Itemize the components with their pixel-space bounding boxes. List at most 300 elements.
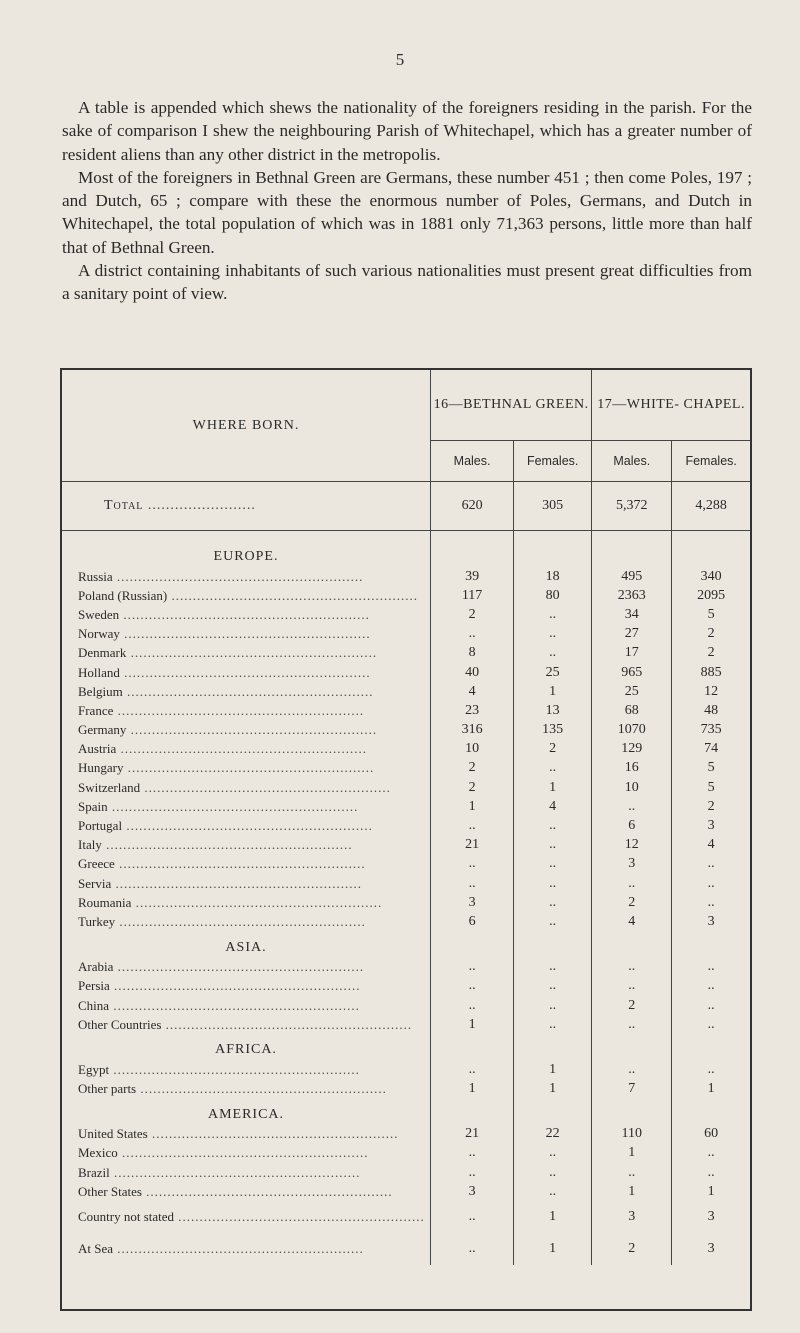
leader-dots: .......................................................... <box>167 587 418 603</box>
section-heading-row <box>62 541 750 567</box>
row-label-text: Egypt <box>78 1061 110 1077</box>
bethnal-females-cell: .. <box>514 605 592 624</box>
leader-dots: .......................................................... <box>126 722 378 738</box>
row-label <box>62 958 431 977</box>
row-label-text: Other parts <box>78 1081 137 1097</box>
row-label-text: Mexico <box>78 1145 118 1161</box>
row-label-text: Norway <box>78 626 120 642</box>
whitechapel-females-cell: .. <box>672 893 750 912</box>
total-whitechapel-males: 5,372 <box>592 482 672 531</box>
bethnal-males-cell: 40 <box>431 663 514 682</box>
bethnal-females-cell: 1 <box>514 1060 592 1079</box>
whitechapel-females-cell: 735 <box>672 721 750 740</box>
bethnal-males-cell: .. <box>431 1060 514 1079</box>
whitechapel-females-cell: 48 <box>672 701 750 720</box>
whitechapel-females-cell: 2 <box>672 797 750 816</box>
whitechapel-females-cell: .. <box>672 977 750 996</box>
bethnal-males-cell: 2 <box>431 759 514 778</box>
table-row <box>62 1060 750 1079</box>
whitechapel-males-cell: 7 <box>592 1080 672 1099</box>
table-row <box>62 1201 750 1233</box>
bethnal-females-cell: .. <box>514 625 592 644</box>
spacer-cell <box>431 932 514 958</box>
bethnal-females-cell: .. <box>514 836 592 855</box>
whitechapel-females-cell: 3 <box>672 1233 750 1265</box>
leader-dots: .......................................................... <box>112 568 364 584</box>
spacer-cell <box>672 932 750 958</box>
spacer-row <box>62 531 750 542</box>
where-born-header: WHERE BORN. <box>62 370 431 482</box>
bethnal-females-cell: .. <box>514 855 592 874</box>
bethnal-females-cell: .. <box>514 1144 592 1163</box>
row-label-text: Holland <box>78 664 120 680</box>
row-label <box>62 1144 431 1163</box>
bethnal-males-cell: .. <box>431 816 514 835</box>
whitechapel-females-cell: 2095 <box>672 586 750 605</box>
whitechapel-males-cell: 10 <box>592 778 672 797</box>
row-label-text: Portugal <box>78 818 123 834</box>
row-label-text: Greece <box>78 856 115 872</box>
whitechapel-females-cell: .. <box>672 996 750 1015</box>
table-row <box>62 912 750 931</box>
row-label-text: Other States <box>78 1183 142 1199</box>
whitechapel-males-cell: .. <box>592 797 672 816</box>
table-row <box>62 797 750 816</box>
leader-dots: .......................................................... <box>116 741 368 757</box>
leader-dots: .......................................................... <box>136 1081 387 1097</box>
whitechapel-females-cell: 74 <box>672 740 750 759</box>
whitechapel-females-cell: 12 <box>672 682 750 701</box>
bethnal-males-cell: 1 <box>431 797 514 816</box>
whitechapel-females-cell: 3 <box>672 816 750 835</box>
row-label-text: Switzerland <box>78 779 141 795</box>
table-row <box>62 874 750 893</box>
section-heading-row <box>62 1034 750 1060</box>
row-label-text: Persia <box>78 978 110 994</box>
spacer-cell <box>672 531 750 542</box>
row-label <box>62 1201 431 1233</box>
table-row <box>62 701 750 720</box>
bethnal-females-cell: 1 <box>514 682 592 701</box>
whitechapel-header: 17—WHITE- CHAPEL. <box>592 370 750 441</box>
table-row <box>62 977 750 996</box>
bethnal-males-cell: .. <box>431 625 514 644</box>
whitechapel-males-cell: 129 <box>592 740 672 759</box>
row-label <box>62 663 431 682</box>
whitechapel-males-cell: 2 <box>592 1233 672 1265</box>
bethnal-females-cell: 4 <box>514 797 592 816</box>
row-label <box>62 1182 431 1201</box>
section-heading-row <box>62 932 750 958</box>
bethnal-females-cell: .. <box>514 893 592 912</box>
table-body <box>62 482 750 1266</box>
bethnal-males-cell: .. <box>431 1144 514 1163</box>
bethnal-females-cell: 135 <box>514 721 592 740</box>
spacer-cell <box>514 1034 592 1060</box>
whitechapel-males-cell: 1 <box>592 1144 672 1163</box>
row-label <box>62 644 431 663</box>
row-label-text: Russia <box>78 568 113 584</box>
row-label-text: United States <box>78 1126 148 1142</box>
bethnal-males-cell: 2 <box>431 605 514 624</box>
whitechapel-females-cell: 3 <box>672 912 750 931</box>
spacer-cell <box>592 932 672 958</box>
whitechapel-females-cell: 5 <box>672 778 750 797</box>
row-label-text: Sweden <box>78 606 120 622</box>
whitechapel-males-cell: 110 <box>592 1125 672 1144</box>
spacer-cell <box>431 1099 514 1125</box>
bethnal-males-cell: 8 <box>431 644 514 663</box>
bethnal-males-cell: .. <box>431 855 514 874</box>
row-label <box>62 893 431 912</box>
whitechapel-males-cell: 2 <box>592 996 672 1015</box>
leader-dots: .......................................................... <box>111 875 362 891</box>
bethnal-males-cell: .. <box>431 1233 514 1265</box>
bethnal-males-cell: 1 <box>431 1015 514 1034</box>
bethnal-females-cell: .. <box>514 912 592 931</box>
leader-dots: .......................................................... <box>113 702 365 718</box>
row-label <box>62 701 431 720</box>
row-label <box>62 797 431 816</box>
table-row <box>62 567 750 586</box>
leader-dots: .......................................................... <box>115 913 366 929</box>
row-label <box>62 912 431 931</box>
bethnal-males-cell: .. <box>431 977 514 996</box>
leader-dots: .......................................................... <box>122 683 374 699</box>
leader-dots: .......................................................... <box>113 959 365 975</box>
leader-dots: .......................................................... <box>109 1061 360 1077</box>
bethnal-females-cell: .. <box>514 1163 592 1182</box>
bethnal-females-cell: .. <box>514 1015 592 1034</box>
bethnal-males-cell: 3 <box>431 1182 514 1201</box>
leader-dots: .......................................................... <box>109 978 361 994</box>
table-row <box>62 759 750 778</box>
row-label <box>62 1125 431 1144</box>
whitechapel-females-cell: .. <box>672 874 750 893</box>
bethnal-males-cell: 1 <box>431 1080 514 1099</box>
spacer-cell <box>592 1034 672 1060</box>
leader-dots: .......................................................... <box>119 626 371 642</box>
bethnal-males-cell: .. <box>431 958 514 977</box>
row-label <box>62 682 431 701</box>
row-label <box>62 586 431 605</box>
bethnal-females-cell: 1 <box>514 1233 592 1265</box>
whitechapel-males-cell: .. <box>592 1163 672 1182</box>
row-label-text: Denmark <box>78 645 127 661</box>
whitechapel-females-cell: 2 <box>672 625 750 644</box>
section-heading: AMERICA. <box>207 1106 285 1122</box>
row-label <box>62 625 431 644</box>
row-label <box>62 977 431 996</box>
bethnal-males-cell: 3 <box>431 893 514 912</box>
whitechapel-females-header: Females. <box>672 441 750 482</box>
bethnal-males-cell: 10 <box>431 740 514 759</box>
bethnal-males-cell: .. <box>431 874 514 893</box>
bethnal-females-cell: 80 <box>514 586 592 605</box>
bethnal-males-cell: .. <box>431 1201 514 1233</box>
whitechapel-males-cell: 965 <box>592 663 672 682</box>
row-label-text: Germany <box>78 722 127 738</box>
table-row <box>62 855 750 874</box>
whitechapel-females-cell: 1 <box>672 1080 750 1099</box>
total-label-text: Total <box>104 498 144 513</box>
bethnal-females-cell: .. <box>514 759 592 778</box>
spacer-cell <box>672 1099 750 1125</box>
whitechapel-females-cell: 340 <box>672 567 750 586</box>
table-row <box>62 663 750 682</box>
whitechapel-females-cell: 4 <box>672 836 750 855</box>
row-label <box>62 740 431 759</box>
row-label-text: Italy <box>78 837 102 853</box>
whitechapel-males-cell: .. <box>592 977 672 996</box>
table-row <box>62 893 750 912</box>
row-label-text: Poland (Russian) <box>78 587 168 603</box>
row-label-text: China <box>78 997 110 1013</box>
leader-dots: .......................................................... <box>101 837 353 853</box>
section-heading: AFRICA. <box>215 1042 277 1058</box>
whitechapel-males-cell: 495 <box>592 567 672 586</box>
row-label-text: Hungary <box>78 760 124 776</box>
table-row <box>62 958 750 977</box>
table-row <box>62 625 750 644</box>
whitechapel-males-cell: 3 <box>592 855 672 874</box>
whitechapel-males-cell: 4 <box>592 912 672 931</box>
leader-dots: .......................................................... <box>122 818 373 834</box>
row-label <box>62 1163 431 1182</box>
intro-text <box>62 96 752 306</box>
spacer-cell <box>672 1034 750 1060</box>
row-label <box>62 874 431 893</box>
row-label <box>62 605 431 624</box>
spacer-cell <box>672 541 750 567</box>
row-label-text: Brazil <box>78 1164 110 1180</box>
paragraph: Most of the foreigners in Bethnal Green are Germans, these number 451 ; then come Poles, 197 ; and Dutch, 65 ; compare with these the enormous number of Poles, Germans, and Dutch in Whitechapel, the total population of which was in 1881 only 71,363 persons, little more than half that of Bethnal Green. <box>62 167 752 257</box>
total-label <box>62 482 431 531</box>
bethnal-males-cell: 117 <box>431 586 514 605</box>
whitechapel-males-cell: 27 <box>592 625 672 644</box>
whitechapel-females-cell: .. <box>672 1144 750 1163</box>
bethnal-females-cell: 18 <box>514 567 592 586</box>
whitechapel-males-cell: 34 <box>592 605 672 624</box>
row-label <box>62 567 431 586</box>
whitechapel-females-cell: 60 <box>672 1125 750 1144</box>
whitechapel-males-cell: .. <box>592 1015 672 1034</box>
whitechapel-males-cell: 1070 <box>592 721 672 740</box>
spacer-cell <box>431 1034 514 1060</box>
row-label-text: Austria <box>78 741 117 757</box>
whitechapel-males-cell: 16 <box>592 759 672 778</box>
whitechapel-females-cell: .. <box>672 1015 750 1034</box>
row-label-text: Arabia <box>78 959 114 975</box>
leader-dots: .......................................................... <box>114 856 366 872</box>
whitechapel-males-cell: 2363 <box>592 586 672 605</box>
table-row <box>62 586 750 605</box>
spacer-cell <box>592 1099 672 1125</box>
leader-dots: .......................................................... <box>174 1209 425 1225</box>
table-row <box>62 605 750 624</box>
total-bethnal-females: 305 <box>514 482 592 531</box>
leader-dots: .......................................................... <box>141 1183 393 1199</box>
whitechapel-males-cell: 12 <box>592 836 672 855</box>
whitechapel-males-cell: .. <box>592 958 672 977</box>
whitechapel-females-cell: .. <box>672 1163 750 1182</box>
leader-dots: .......................................................... <box>113 1241 364 1257</box>
bethnal-females-cell: .. <box>514 958 592 977</box>
leader-dots: ........................ <box>143 498 256 513</box>
row-label-text: Country not stated <box>78 1209 175 1225</box>
whitechapel-females-cell: 5 <box>672 605 750 624</box>
bethnal-females-cell: 13 <box>514 701 592 720</box>
bethnal-males-cell: 21 <box>431 1125 514 1144</box>
bethnal-females-cell: .. <box>514 816 592 835</box>
row-label <box>62 1233 431 1265</box>
row-label <box>62 855 431 874</box>
whitechapel-females-cell: .. <box>672 855 750 874</box>
table-row <box>62 1080 750 1099</box>
table-row <box>62 836 750 855</box>
leader-dots: .......................................................... <box>109 997 360 1013</box>
row-label-text: Other Countries <box>78 1016 162 1032</box>
table-row <box>62 1144 750 1163</box>
whitechapel-females-cell: 1 <box>672 1182 750 1201</box>
bethnal-males-cell: 4 <box>431 682 514 701</box>
nationality-table <box>62 370 750 1265</box>
leader-dots: .......................................................... <box>119 606 370 622</box>
leader-dots: .......................................................... <box>161 1016 413 1032</box>
row-label <box>62 836 431 855</box>
bethnal-females-cell: 1 <box>514 778 592 797</box>
row-label <box>62 778 431 797</box>
whitechapel-males-cell: 3 <box>592 1201 672 1233</box>
row-label-text: Belgium <box>78 683 123 699</box>
bethnal-males-cell: 316 <box>431 721 514 740</box>
leader-dots: .......................................................... <box>147 1126 399 1142</box>
bethnal-males-cell: 6 <box>431 912 514 931</box>
whitechapel-males-cell: 6 <box>592 816 672 835</box>
whitechapel-females-cell: .. <box>672 958 750 977</box>
leader-dots: .......................................................... <box>131 894 383 910</box>
bethnal-males-cell: .. <box>431 996 514 1015</box>
whitechapel-males-cell: 2 <box>592 893 672 912</box>
spacer-cell <box>514 531 592 542</box>
leader-dots: .......................................................... <box>140 779 391 795</box>
whitechapel-males-cell: .. <box>592 1060 672 1079</box>
bethnal-females-header: Females. <box>514 441 592 482</box>
row-label <box>62 1080 431 1099</box>
whitechapel-males-cell: 68 <box>592 701 672 720</box>
whitechapel-females-cell: 2 <box>672 644 750 663</box>
spacer-cell <box>514 1099 592 1125</box>
spacer-cell <box>514 932 592 958</box>
total-whitechapel-females: 4,288 <box>672 482 750 531</box>
whitechapel-females-cell: .. <box>672 1060 750 1079</box>
leader-dots: .......................................................... <box>126 645 378 661</box>
spacer-cell <box>592 531 672 542</box>
bethnal-females-cell: 25 <box>514 663 592 682</box>
row-label-text: At Sea <box>78 1241 114 1257</box>
table-row <box>62 1182 750 1201</box>
page-number: 5 <box>395 50 405 69</box>
table-row <box>62 682 750 701</box>
table-row <box>62 816 750 835</box>
bethnal-females-cell: .. <box>514 977 592 996</box>
bethnal-females-cell: 1 <box>514 1080 592 1099</box>
table-row <box>62 1015 750 1034</box>
section-heading: ASIA. <box>225 939 267 955</box>
whitechapel-females-cell: 885 <box>672 663 750 682</box>
row-label <box>62 816 431 835</box>
bethnal-females-cell: 22 <box>514 1125 592 1144</box>
bethnal-males-cell: .. <box>431 1163 514 1182</box>
whitechapel-males-cell: .. <box>592 874 672 893</box>
bethnal-males-cell: 21 <box>431 836 514 855</box>
table-row <box>62 778 750 797</box>
whitechapel-males-cell: 25 <box>592 682 672 701</box>
bethnal-males-cell: 39 <box>431 567 514 586</box>
bethnal-females-cell: 2 <box>514 740 592 759</box>
section-heading-row <box>62 1099 750 1125</box>
leader-dots: .......................................................... <box>123 760 375 776</box>
paragraph: A table is appended which shews the nationality of the foreigners residing in the parish. For the sake of comparison I shew the neighbouring Parish of Whitechapel, which has a greater number of resident aliens than any other district in the metropolis. <box>62 98 752 164</box>
table-row <box>62 644 750 663</box>
leader-dots: .......................................................... <box>119 664 371 680</box>
section-heading: EUROPE. <box>213 549 279 564</box>
bethnal-green-header: 16—BETHNAL GREEN. <box>431 370 592 441</box>
row-label-text: Servia <box>78 875 112 891</box>
table-row <box>62 721 750 740</box>
row-label-text: Spain <box>78 798 108 814</box>
bethnal-females-cell: .. <box>514 996 592 1015</box>
row-label-text: Turkey <box>78 913 116 929</box>
spacer-cell <box>431 541 514 567</box>
paragraph: A district containing inhabitants of such various nationalities must present great difficulties from a sanitary point of view. <box>62 261 752 304</box>
spacer-cell <box>514 541 592 567</box>
bethnal-females-cell: .. <box>514 644 592 663</box>
spacer-cell <box>431 531 514 542</box>
table-header <box>62 370 750 482</box>
total-bethnal-males: 620 <box>431 482 514 531</box>
nationality-table-frame <box>60 368 752 1311</box>
row-label <box>62 996 431 1015</box>
table-row <box>62 996 750 1015</box>
spacer-cell <box>592 541 672 567</box>
total-row <box>62 482 750 531</box>
leader-dots: .......................................................... <box>117 1145 369 1161</box>
row-label <box>62 759 431 778</box>
bethnal-males-cell: 2 <box>431 778 514 797</box>
whitechapel-females-cell: 3 <box>672 1201 750 1233</box>
whitechapel-males-header: Males. <box>592 441 672 482</box>
bethnal-females-cell: .. <box>514 874 592 893</box>
leader-dots: .......................................................... <box>109 1164 361 1180</box>
row-label <box>62 721 431 740</box>
bethnal-males-cell: 23 <box>431 701 514 720</box>
bethnal-males-header: Males. <box>431 441 514 482</box>
table-row <box>62 1125 750 1144</box>
table-row <box>62 1163 750 1182</box>
bethnal-females-cell: .. <box>514 1182 592 1201</box>
bethnal-females-cell: 1 <box>514 1201 592 1233</box>
whitechapel-males-cell: 17 <box>592 644 672 663</box>
whitechapel-males-cell: 1 <box>592 1182 672 1201</box>
table-row <box>62 1233 750 1265</box>
row-label <box>62 1015 431 1034</box>
leader-dots: .......................................................... <box>107 798 359 814</box>
spacer-cell <box>62 531 431 542</box>
row-label-text: France <box>78 702 114 718</box>
row-label-text: Roumania <box>78 894 132 910</box>
row-label <box>62 1060 431 1079</box>
